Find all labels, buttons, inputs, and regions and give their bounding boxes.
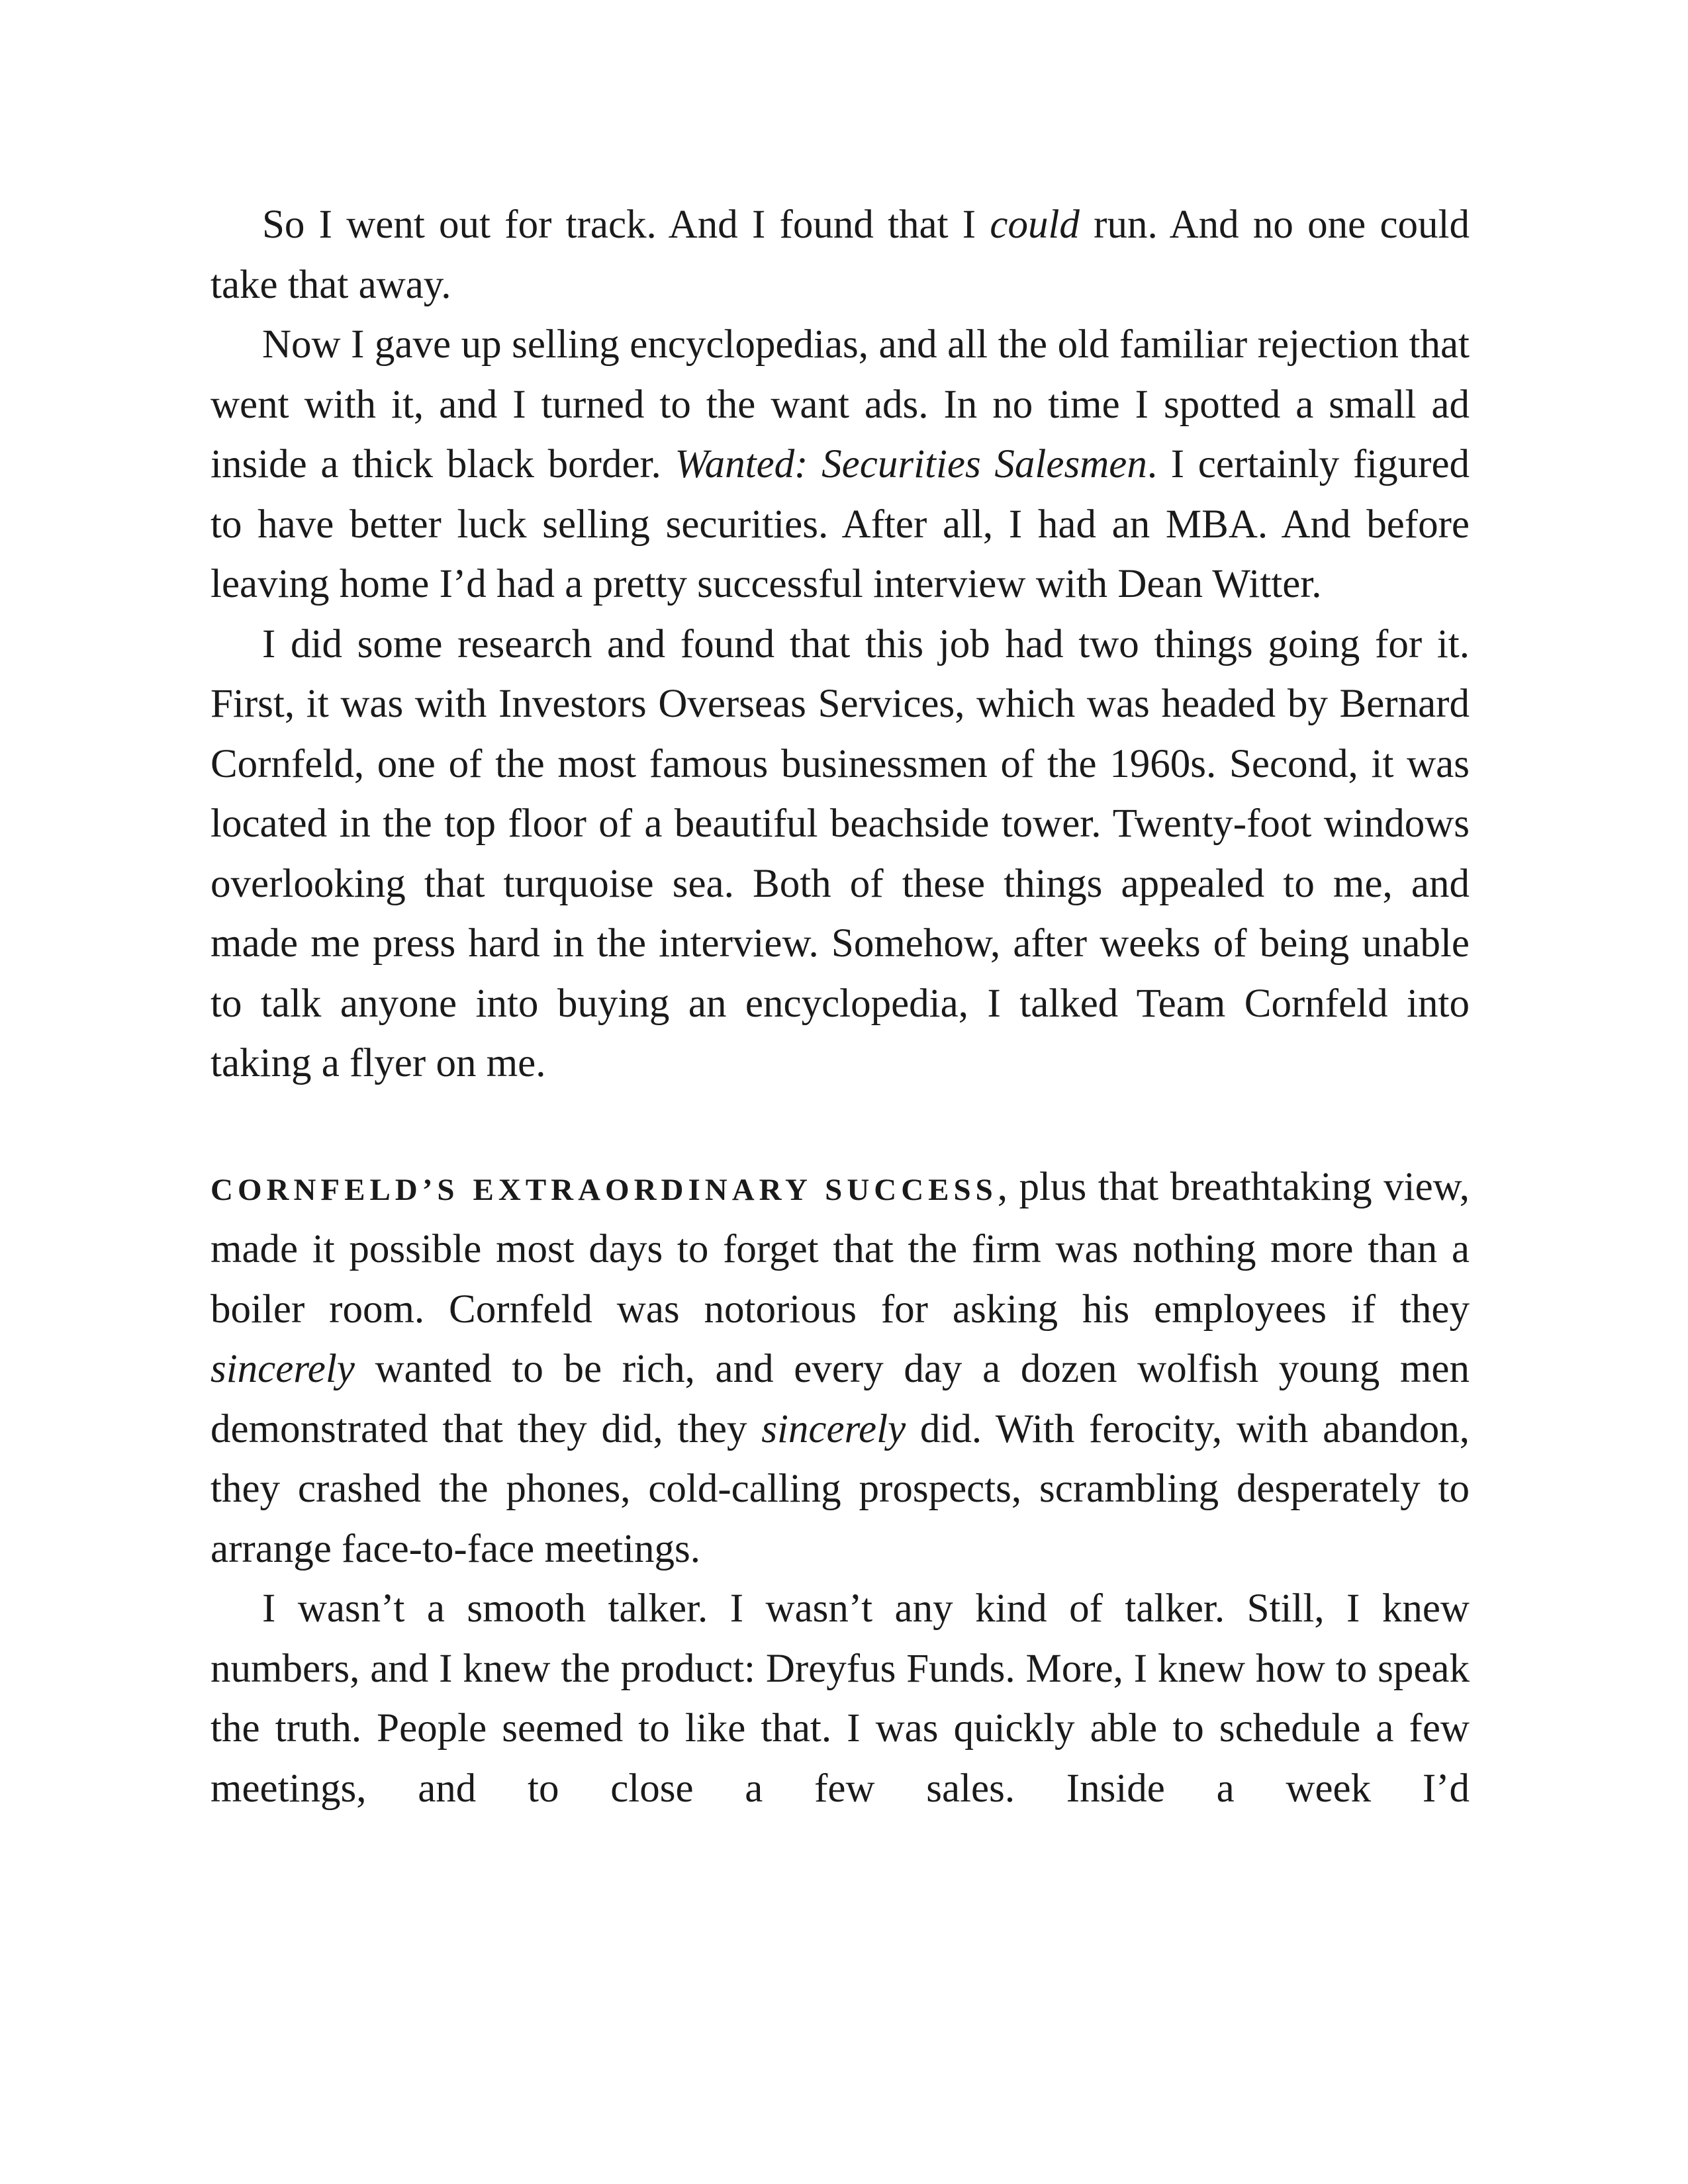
text-run: . I certainly figured to have better luck selling securities. After all, I had an MBA. And before leaving home I’d had a pretty successful interview with Dean Witter. (211, 442, 1470, 606)
text-run: I did some research and found that this job had two things going for it. First, it was with Investors Overseas Services, which was headed by Bernard Cornfeld, one of the most famous businessmen of the 1960s. Second, it was located in the top floor of a beautiful beachside tower. Twenty-foot windows overlooking that turquoise sea. Both of these things appealed to me, and made me press hard in the interview. Somehow, after weeks of being unable to talk anyone into buying an encyclopedia, I talked Team Cornfeld into taking a flyer on me. (211, 621, 1470, 1085)
italic-run: sincerely (211, 1347, 355, 1391)
paragraph (211, 1579, 1470, 1819)
paragraph (211, 1158, 1470, 1580)
italic-run: sincerely (761, 1406, 906, 1451)
paragraph (211, 195, 1470, 315)
paragraph (211, 315, 1470, 615)
text-run: So I went out for track. And I found that I (262, 203, 990, 247)
body-text (211, 195, 1470, 1819)
text-run: run. And no one could take that away. (211, 203, 1470, 307)
text-run: Now I gave up selling encyclopedias, and all the old familiar rejection that went with it, and I turned to the want ads. In no time I spotted a small ad inside a thick black border. (211, 322, 1470, 486)
italic-run: Wanted: Securities Salesmen (675, 442, 1147, 486)
text-run: , plus that breathtaking view, made it possible most days to forget that the firm was nothing more than a boiler room. Cornfeld was notorious for asking his employees if they (211, 1164, 1470, 1332)
section-lead-in: CORNFELD’S EXTRAORDINARY SUCCESS (211, 1172, 998, 1207)
italic-run: could (990, 203, 1080, 247)
paragraph (211, 615, 1470, 1094)
text-run: I wasn’t a smooth talker. I wasn’t any kind of talker. Still, I knew numbers, and I knew the product: Dreyfus Funds. More, I knew how to speak the truth. People seemed to like that. I was quickly able to schedule a few meetings, and to close a few sales. Inside a week I’d (211, 1586, 1470, 1811)
text-run: did. With ferocity, with abandon, they crashed the phones, cold-calling prospects, scrambling desperately to arrange face-to-face meetings. (211, 1406, 1470, 1571)
section-break (211, 1094, 1470, 1158)
text-run: wanted to be rich, and every day a dozen wolfish young men demonstrated that they did, they (211, 1347, 1470, 1451)
